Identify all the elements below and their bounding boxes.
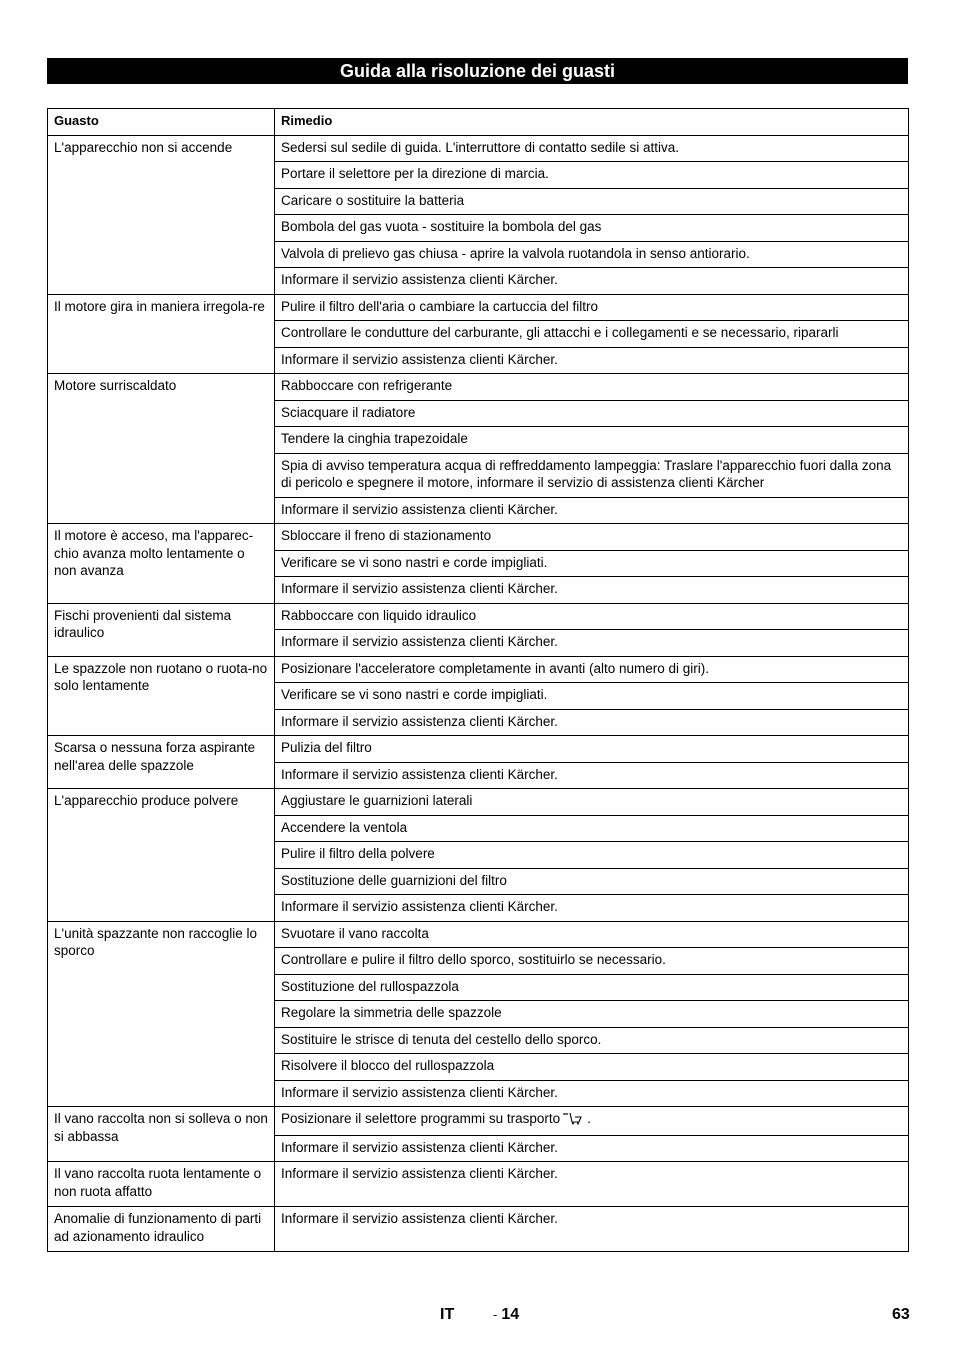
remedy-cell <box>275 1054 909 1081</box>
troubleshooting-table <box>47 108 909 1252</box>
remedy-text: Informare il servizio assistenza clienti Kärcher. <box>281 713 558 729</box>
table-row <box>48 374 909 401</box>
fault-cell: L'unità spazzante non raccoglie lo sporco <box>48 921 275 1107</box>
fault-cell: Il vano raccolta non si solleva o non si abbassa <box>48 1107 275 1162</box>
header-remedy: Rimedio <box>275 109 909 136</box>
table-row <box>48 656 909 683</box>
table-row <box>48 524 909 551</box>
fault-cell: Le spazzole non ruotano o ruota-no solo lentamente <box>48 656 275 736</box>
remedy-cell <box>275 948 909 975</box>
remedy-cell <box>275 162 909 189</box>
remedy-text: Controllare e pulire il filtro dello sporco, sostituirlo se necessario. <box>281 952 666 967</box>
fault-cell: Fischi provenienti dal sistema idraulico <box>48 603 275 656</box>
fault-cell: Il motore è acceso, ma l'apparec-chio avanza molto lentamente o non avanza <box>48 524 275 604</box>
remedy-text: Informare il servizio assistenza clienti Kärcher. <box>281 501 558 517</box>
remedy-cell <box>275 135 909 162</box>
remedy-text: Informare il servizio assistenza clienti Kärcher. <box>281 1139 558 1155</box>
remedy-cell <box>275 453 909 497</box>
remedy-text: Sedersi sul sedile di guida. L'interruttore di contatto sedile si attiva. <box>281 139 680 155</box>
remedy-text: Informare il servizio assistenza clienti Kärcher. <box>281 272 558 287</box>
remedy-text: Pulire il filtro della polvere <box>281 846 435 861</box>
remedy-text: Portare il selettore per la direzione di marcia. <box>281 166 549 181</box>
remedy-text: Spia di avviso temperatura acqua di reffreddamento lampeggia: Traslare l'apparecchio fuori dalla zona di pericolo e spegnere il motore, informare il servizio di assistenza clienti Kärcher <box>281 457 892 490</box>
footer-section-page <box>493 1306 519 1324</box>
table-header-row <box>48 109 909 136</box>
footer-section-number: 14 <box>501 1306 520 1323</box>
remedy-text: Sostituzione del rullospazzola <box>281 978 459 994</box>
remedy-cell <box>275 1135 909 1162</box>
remedy-cell <box>275 1001 909 1028</box>
table-row <box>48 135 909 162</box>
remedy-cell <box>275 294 909 321</box>
remedy-cell <box>275 241 909 268</box>
transport-suffix: . <box>587 1111 591 1126</box>
remedy-text: Regolare la simmetria delle spazzole <box>281 1005 502 1020</box>
fault-cell: Motore surriscaldato <box>48 374 275 524</box>
remedy-cell <box>275 868 909 895</box>
remedy-cell <box>275 1207 909 1252</box>
remedy-text: Pulire il filtro dell'aria o cambiare la cartuccia del filtro <box>281 298 598 314</box>
remedy-cell <box>275 815 909 842</box>
footer-dash: - <box>493 1307 498 1322</box>
remedy-text: Sostituire le strisce di tenuta del cestello dello sporco. <box>281 1031 602 1047</box>
remedy-text: Sciacquare il radiatore <box>281 404 416 420</box>
fault-cell: L'apparecchio produce polvere <box>48 789 275 922</box>
footer-page-number: 63 <box>892 1306 910 1323</box>
remedy-text: Informare il servizio assistenza clienti Kärcher. <box>281 351 558 367</box>
fault-cell: Il vano raccolta ruota lentamente o non ruota affatto <box>48 1162 275 1207</box>
table-row <box>48 294 909 321</box>
remedy-text: Sostituzione delle guarnizioni del filtro <box>281 872 507 888</box>
remedy-cell <box>275 347 909 374</box>
remedy-text: Rabboccare con liquido idraulico <box>281 607 477 623</box>
remedy-cell <box>275 789 909 816</box>
remedy-cell <box>275 683 909 710</box>
remedy-text: Svuotare il vano raccolta <box>281 925 429 941</box>
remedy-cell <box>275 215 909 242</box>
remedy-text: Caricare o sostituire la batteria <box>281 192 465 208</box>
remedy-cell <box>275 321 909 348</box>
table-row <box>48 736 909 763</box>
fault-cell: Anomalie di funzionamento di parti ad azionamento idraulico <box>48 1207 275 1252</box>
page-title: Guida alla risoluzione dei guasti <box>47 58 908 84</box>
table-row <box>48 1107 909 1136</box>
remedy-text: Informare il servizio assistenza clienti Kärcher. <box>281 1166 558 1181</box>
remedy-cell <box>275 656 909 683</box>
remedy-cell <box>275 842 909 869</box>
remedy-cell <box>275 1080 909 1107</box>
remedy-text: Rabboccare con refrigerante <box>281 378 453 393</box>
remedy-cell <box>275 1107 909 1136</box>
remedy-cell <box>275 427 909 454</box>
remedy-text: Tendere la cinghia trapezoidale <box>281 431 468 446</box>
header-fault: Guasto <box>48 109 275 136</box>
remedy-cell <box>275 603 909 630</box>
remedy-text: Sbloccare il freno di stazionamento <box>281 528 492 543</box>
remedy-text: Bombola del gas vuota - sostituire la bombola del gas <box>281 219 602 234</box>
fault-cell: L'apparecchio non si accende <box>48 135 275 294</box>
remedy-cell <box>275 524 909 551</box>
remedy-cell <box>275 709 909 736</box>
remedy-cell <box>275 577 909 604</box>
remedy-text: Valvola di prelievo gas chiusa - aprire la valvola ruotandola in senso antiorario. <box>281 245 750 261</box>
footer-language: IT <box>440 1306 455 1323</box>
remedy-text: Accendere la ventola <box>281 819 408 835</box>
remedy-text: Posizionare il selettore programmi su trasporto <box>281 1111 561 1126</box>
remedy-cell <box>275 762 909 789</box>
table-body <box>48 135 909 1252</box>
remedy-text: Verificare se vi sono nastri e corde impigliati. <box>281 687 548 702</box>
remedy-cell <box>275 974 909 1001</box>
remedy-cell <box>275 550 909 577</box>
remedy-text: Informare il servizio assistenza clienti Kärcher. <box>281 634 558 649</box>
table-row <box>48 789 909 816</box>
remedy-text: Informare il servizio assistenza clienti Kärcher. <box>281 766 558 782</box>
table-row <box>48 921 909 948</box>
fault-cell: Scarsa o nessuna forza aspirante nell'area delle spazzole <box>48 736 275 789</box>
remedy-cell <box>275 895 909 922</box>
remedy-text: Pulizia del filtro <box>281 740 372 755</box>
transport-mode-icon <box>562 1111 584 1130</box>
remedy-cell <box>275 736 909 763</box>
remedy-text: Informare il servizio assistenza clienti Kärcher. <box>281 1084 558 1100</box>
remedy-cell <box>275 400 909 427</box>
remedy-text: Aggiustare le guarnizioni laterali <box>281 793 473 808</box>
remedy-cell <box>275 268 909 295</box>
fault-cell: Il motore gira in maniera irregola-re <box>48 294 275 374</box>
table-row <box>48 603 909 630</box>
remedy-text: Posizionare l'acceleratore completamente in avanti (alto numero di giri). <box>281 660 710 676</box>
remedy-text: Informare il servizio assistenza clienti Kärcher. <box>281 1211 558 1226</box>
remedy-cell <box>275 374 909 401</box>
remedy-cell <box>275 630 909 657</box>
table-row <box>48 1162 909 1207</box>
remedy-text: Risolvere il blocco del rullospazzola <box>281 1058 495 1073</box>
remedy-cell <box>275 921 909 948</box>
remedy-text: Controllare le condutture del carburante, gli attacchi e i collegamenti e se necessario, ripararli <box>281 325 839 340</box>
remedy-cell <box>275 497 909 524</box>
remedy-cell <box>275 188 909 215</box>
remedy-text: Verificare se vi sono nastri e corde impigliati. <box>281 554 548 570</box>
remedy-text: Informare il servizio assistenza clienti Kärcher. <box>281 581 558 596</box>
remedy-cell <box>275 1162 909 1207</box>
table-row <box>48 1207 909 1252</box>
remedy-cell <box>275 1027 909 1054</box>
remedy-text: Informare il servizio assistenza clienti Kärcher. <box>281 899 558 914</box>
